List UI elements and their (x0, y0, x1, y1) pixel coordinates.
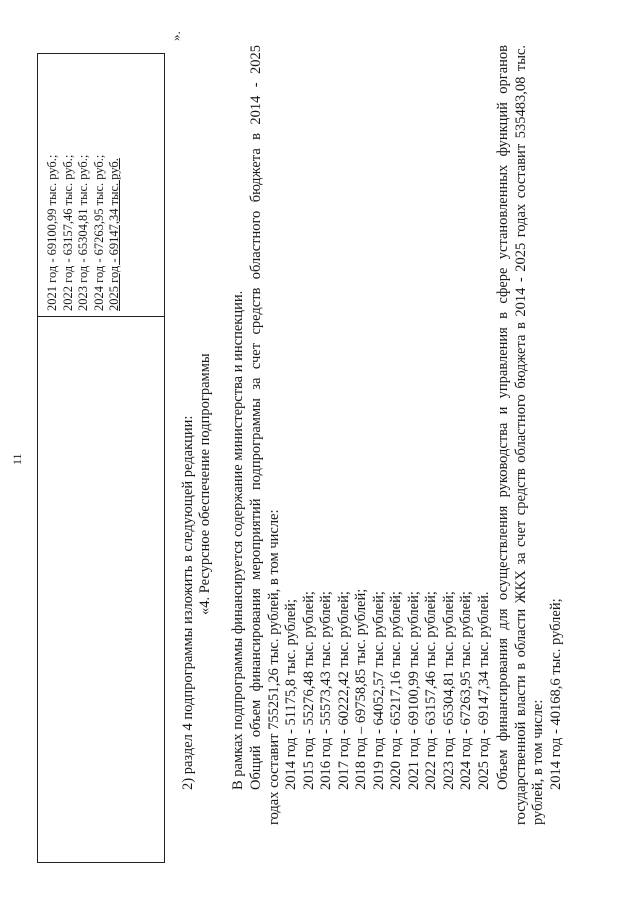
closing-quote-mark: ». (168, 31, 183, 41)
section-intro: 2) раздел 4 подпрограммы изложить в следующей редакции: (180, 415, 196, 790)
section-heading: «4. Ресурсное обеспечение подпрограммы (197, 353, 213, 615)
list-item-year: 2025 год - 69147,34 тыс. рублей. (475, 591, 492, 790)
paragraph-management-line3: рублей, в том числе: (530, 699, 546, 825)
table-row: 2024 год - 67263,95 тыс. руб.; (91, 154, 106, 311)
list-item-year: 2021 год - 69100,99 тыс. рублей; (405, 591, 422, 790)
list-item-year: 2015 год - 55276,48 тыс. рублей; (300, 591, 317, 790)
list-item-year: 2019 год - 64052,57 тыс. рублей; (370, 591, 387, 790)
table-row: 2022 год - 63157,46 тыс. руб.; (60, 154, 75, 311)
table-row: 2021 год - 69100,99 тыс. руб.; (45, 154, 59, 311)
table-row: 2025 год - 69147,34 тыс. руб. (107, 158, 121, 311)
list-item-year: 2017 год - 60222,42 тыс. рублей; (335, 591, 352, 790)
paragraph-funding-scope: В рамках подпрограммы финансируется содержание министерства и инспекции. (230, 290, 246, 790)
list-item-year: 2016 год - 55573,43 тыс. рублей; (318, 591, 334, 790)
page-number: 11 (10, 453, 24, 465)
table-cell-years (45, 58, 123, 311)
financing-table (37, 53, 165, 863)
list-item-year: 2024 год - 67263,95 тыс. рублей; (458, 591, 474, 790)
list-item-year: 2022 год - 63157,46 тыс. рублей; (423, 591, 439, 790)
list-item-year: 2018 год – 69758,85 тыс. рублей; (353, 588, 369, 790)
paragraph-total-line1: Общий объем финансирования мероприятий подпрограммы за счет средств областного бюджета в 2014 - 2025 (248, 45, 264, 790)
table-column-divider (38, 316, 164, 317)
paragraph-management-line2: государственной власти в области ЖКХ за счет средств областного бюджета в 2014 - 2025 годах составит 535483,08 тыс. (512, 45, 529, 825)
list-item-year: 2020 год - 65217,16 тыс. рублей; (388, 591, 404, 790)
list-item-year: 2023 год - 65304,81 тыс. рублей; (440, 591, 457, 790)
list-item-year: 2014 год - 40168,6 тыс. рублей; (547, 598, 564, 790)
paragraph-total-line2: годах составит 755251,26 тыс. рублей, в том числе: (266, 509, 282, 825)
list-item-year: 2014 год - 51175,8 тыс. рублей; (283, 598, 299, 790)
paragraph-management-line1: Объем финансирования для осуществления руководства и управления в сфере установленных функций органов (495, 45, 511, 790)
table-row: 2023 год - 65304,81 тыс. руб.; (76, 154, 90, 311)
